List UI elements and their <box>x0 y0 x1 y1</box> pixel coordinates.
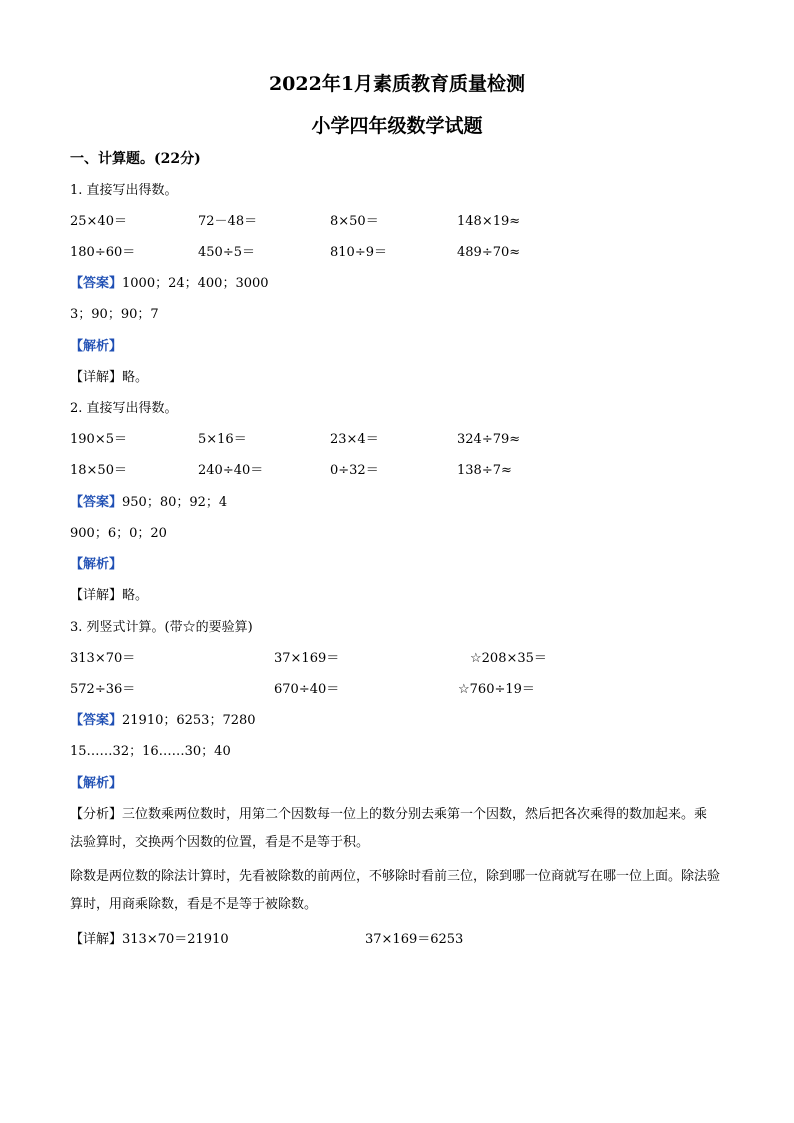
q1-detail-line <box>70 369 148 387</box>
q1-prompt: 1. 直接写出得数。 <box>70 183 178 198</box>
q2-item: 240÷40＝ <box>198 463 264 478</box>
q1-item: 8×50＝ <box>330 214 379 229</box>
analysis-tag: 【解析】 <box>70 557 123 572</box>
page-title: 2022年1月素质教育质量检测 <box>268 73 526 95</box>
q2-prompt: 2. 直接写出得数。 <box>70 401 178 416</box>
q3-item: 313×70＝ <box>70 651 136 666</box>
q3-item: ☆760÷19＝ <box>458 682 535 697</box>
q2-item: 324÷79≈ <box>457 432 521 447</box>
fenxi-tag: 【分析】 <box>70 807 123 822</box>
q3-answer-line <box>70 712 256 730</box>
q2-answer-line <box>70 494 227 512</box>
q1-item: 489÷70≈ <box>457 245 521 260</box>
q3-item: 37×169＝ <box>274 651 340 666</box>
q1-answer: 1000；24；400；3000 <box>122 276 269 291</box>
answer-tag: 【答案】 <box>70 276 123 291</box>
q3-detail-line <box>70 931 229 949</box>
q1-item: 450÷5＝ <box>198 245 255 260</box>
q2-item: 138÷7≈ <box>457 463 512 478</box>
q3-item: ☆208×35＝ <box>470 651 547 666</box>
detail-tag: 【详解】 <box>70 588 123 603</box>
q3-analysis-paragraph <box>70 801 720 857</box>
analysis-tag: 【解析】 <box>70 776 123 791</box>
q2-answer: 950；80；92；4 <box>122 495 228 510</box>
q2-answer-cont: 900；6；0；20 <box>70 526 167 541</box>
detail-tag: 【详解】 <box>70 932 123 947</box>
q1-item: 810÷9＝ <box>330 245 387 260</box>
q1-answer-cont: 3；90；90；7 <box>70 307 159 322</box>
q3-answer-cont: 15……32；16……30；40 <box>70 744 231 759</box>
q3-item: 670÷40＝ <box>274 682 340 697</box>
q1-item: 148×19≈ <box>457 214 521 229</box>
page-subtitle: 小学四年级数学试题 <box>311 115 483 137</box>
q3-detail: 313×70＝21910 <box>122 932 229 947</box>
q3-prompt: 3. 列竖式计算。(带☆的要验算) <box>70 620 253 635</box>
q1-detail: 略。 <box>122 370 149 385</box>
analysis-tag: 【解析】 <box>70 339 123 354</box>
q1-item: 72－48＝ <box>198 214 258 229</box>
q3-analysis-paragraph-2: 除数是两位数的除法计算时，先看被除数的前两位，不够除时看前三位，除到哪一位商就写在哪一位上面。除法验算时，用商乘除数，看是不是等于被除数。 <box>70 869 721 912</box>
q1-item: 25×40＝ <box>70 214 127 229</box>
q3-item: 572÷36＝ <box>70 682 136 697</box>
answer-tag: 【答案】 <box>70 495 123 510</box>
q1-item: 180÷60＝ <box>70 245 136 260</box>
q1-answer-line <box>70 275 269 293</box>
q2-item: 23×4＝ <box>330 432 379 447</box>
q2-item: 18×50＝ <box>70 463 127 478</box>
section-heading: 一、计算题。(22分) <box>70 151 201 167</box>
q2-item: 5×16＝ <box>198 432 247 447</box>
q3-detail: 37×169＝6253 <box>365 932 464 947</box>
q2-item: 0÷32＝ <box>330 463 379 478</box>
q2-detail: 略。 <box>122 588 149 603</box>
q2-item: 190×5＝ <box>70 432 127 447</box>
q3-analysis-text: 三位数乘两位数时，用第二个因数每一位上的数分别去乘第一个因数，然后把各次乘得的数加起来。乘法验算时，交换两个因数的位置，看是不是等于积。 <box>70 807 708 850</box>
answer-tag: 【答案】 <box>70 713 123 728</box>
detail-tag: 【详解】 <box>70 370 123 385</box>
q2-detail-line <box>70 587 148 605</box>
q3-answer: 21910；6253；7280 <box>122 713 256 728</box>
